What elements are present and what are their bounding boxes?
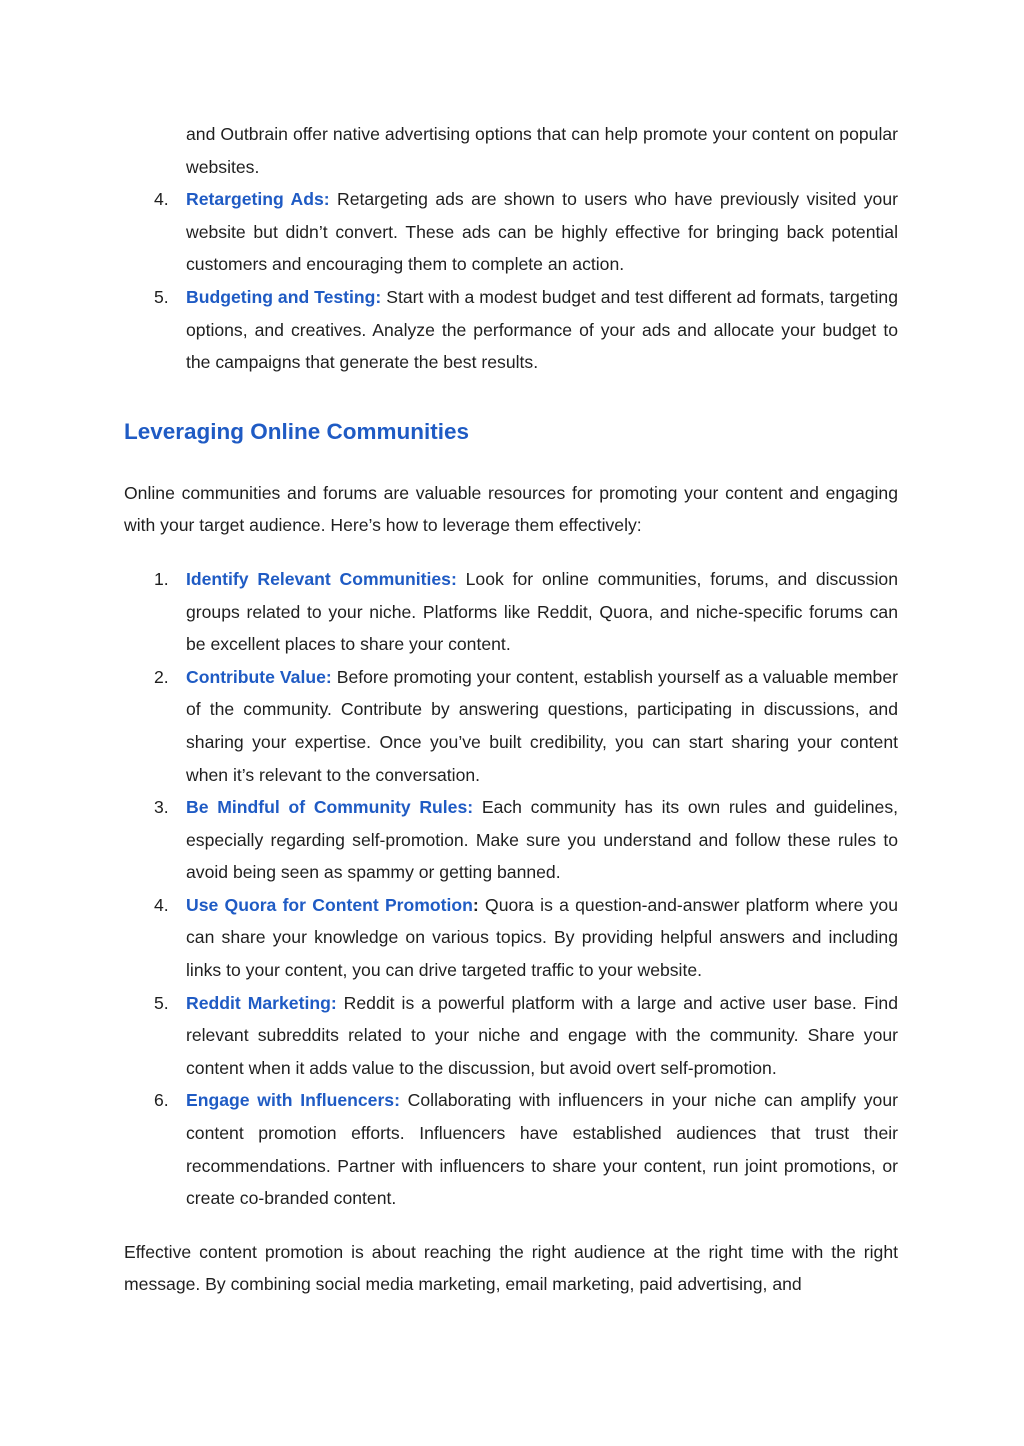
list-number: 6.: [154, 1090, 169, 1111]
list-item: [124, 791, 898, 889]
list-item-text: Start with a modest budget and test different ad formats, targeting options, and creatives. Analyze the performance of your ads and allocate your budget to the campaigns that generate the best results.: [186, 286, 898, 373]
list-item-text: Look for online communities, forums, and discussion groups related to your niche. Platforms like Reddit, Quora, and niche-specific forums can be excellent places to share your content.: [186, 568, 898, 655]
list-item-text: Retargeting ads are shown to users who have previously visited your website but didn’t convert. These ads can be highly effective for bringing back potential customers and encouraging them to complete an action.: [186, 189, 898, 275]
list-item-term: Use Quora for Content Promotion: [186, 894, 473, 915]
list-item: [124, 183, 898, 281]
ads-list: [124, 183, 898, 379]
list-item-term: Reddit Marketing:: [186, 992, 337, 1013]
page-content: [124, 118, 898, 1301]
list-item-term: Budgeting and Testing:: [186, 286, 382, 307]
list-item: [124, 1084, 898, 1214]
list-item: [124, 987, 898, 1085]
list-number: 4.: [154, 189, 169, 210]
list-item-term: Retargeting Ads:: [186, 189, 330, 210]
list-number: 4.: [154, 894, 169, 915]
list-item-term: Engage with Influencers:: [186, 1090, 400, 1111]
communities-list: [124, 563, 898, 1215]
list-item: [124, 281, 898, 379]
closing-paragraph: Effective content promotion is about reaching the right audience at the right time with the right message. By combining social media marketing, email marketing, paid advertising, and: [124, 1241, 898, 1295]
list-number: 5.: [154, 992, 169, 1013]
list-item-term: Be Mindful of Community Rules:: [186, 797, 474, 818]
list-item-text: Quora is a question-and-answer platform where you can share your knowledge on various topics. By providing helpful answers and including links to your content, you can drive targeted traffic to your website.: [186, 894, 898, 981]
list-number: 5.: [154, 286, 169, 307]
list-item: [124, 563, 898, 661]
list-item: [124, 889, 898, 987]
list-item-text: Collaborating with influencers in your niche can amplify your content promotion efforts. Influencers have established audiences that trust their recommendations. Partner with influencers to share your content, run joint promotions, or create co-branded content.: [186, 1090, 898, 1209]
list-number: 1.: [154, 568, 169, 589]
list-item-colon: :: [472, 894, 479, 915]
list-number: 3.: [154, 797, 169, 818]
list-item-text: Before promoting your content, establish yourself as a valuable member of the community. Contribute by answering questions, participating in discussions, and sharing your expertise. Once you’ve built credibility, you can start sharing your content when it’s relevant to the conversation.: [186, 666, 898, 785]
list-item-text: Reddit is a powerful platform with a large and active user base. Find relevant subreddits related to your niche and engage with the community. Share your content when it adds value to the discussion, but avoid overt self-promotion.: [186, 992, 898, 1078]
list-item-term: Contribute Value:: [186, 666, 332, 687]
list-item: [124, 661, 898, 791]
list-item-text: Each community has its own rules and guidelines, especially regarding self-promotion. Make sure you understand and follow these rules to avoid being seen as spammy or getting banned.: [186, 797, 898, 883]
list-item-term: Identify Relevant Communities:: [186, 568, 457, 589]
list-number: 2.: [154, 666, 169, 687]
continuation-paragraph: and Outbrain offer native advertising options that can help promote your content on popular websites.: [186, 124, 898, 177]
intro-paragraph: Online communities and forums are valuable resources for promoting your content and engaging with your target audience. Here’s how to leverage them effectively:: [124, 482, 898, 536]
section-heading: Leveraging Online Communities: [124, 418, 470, 444]
